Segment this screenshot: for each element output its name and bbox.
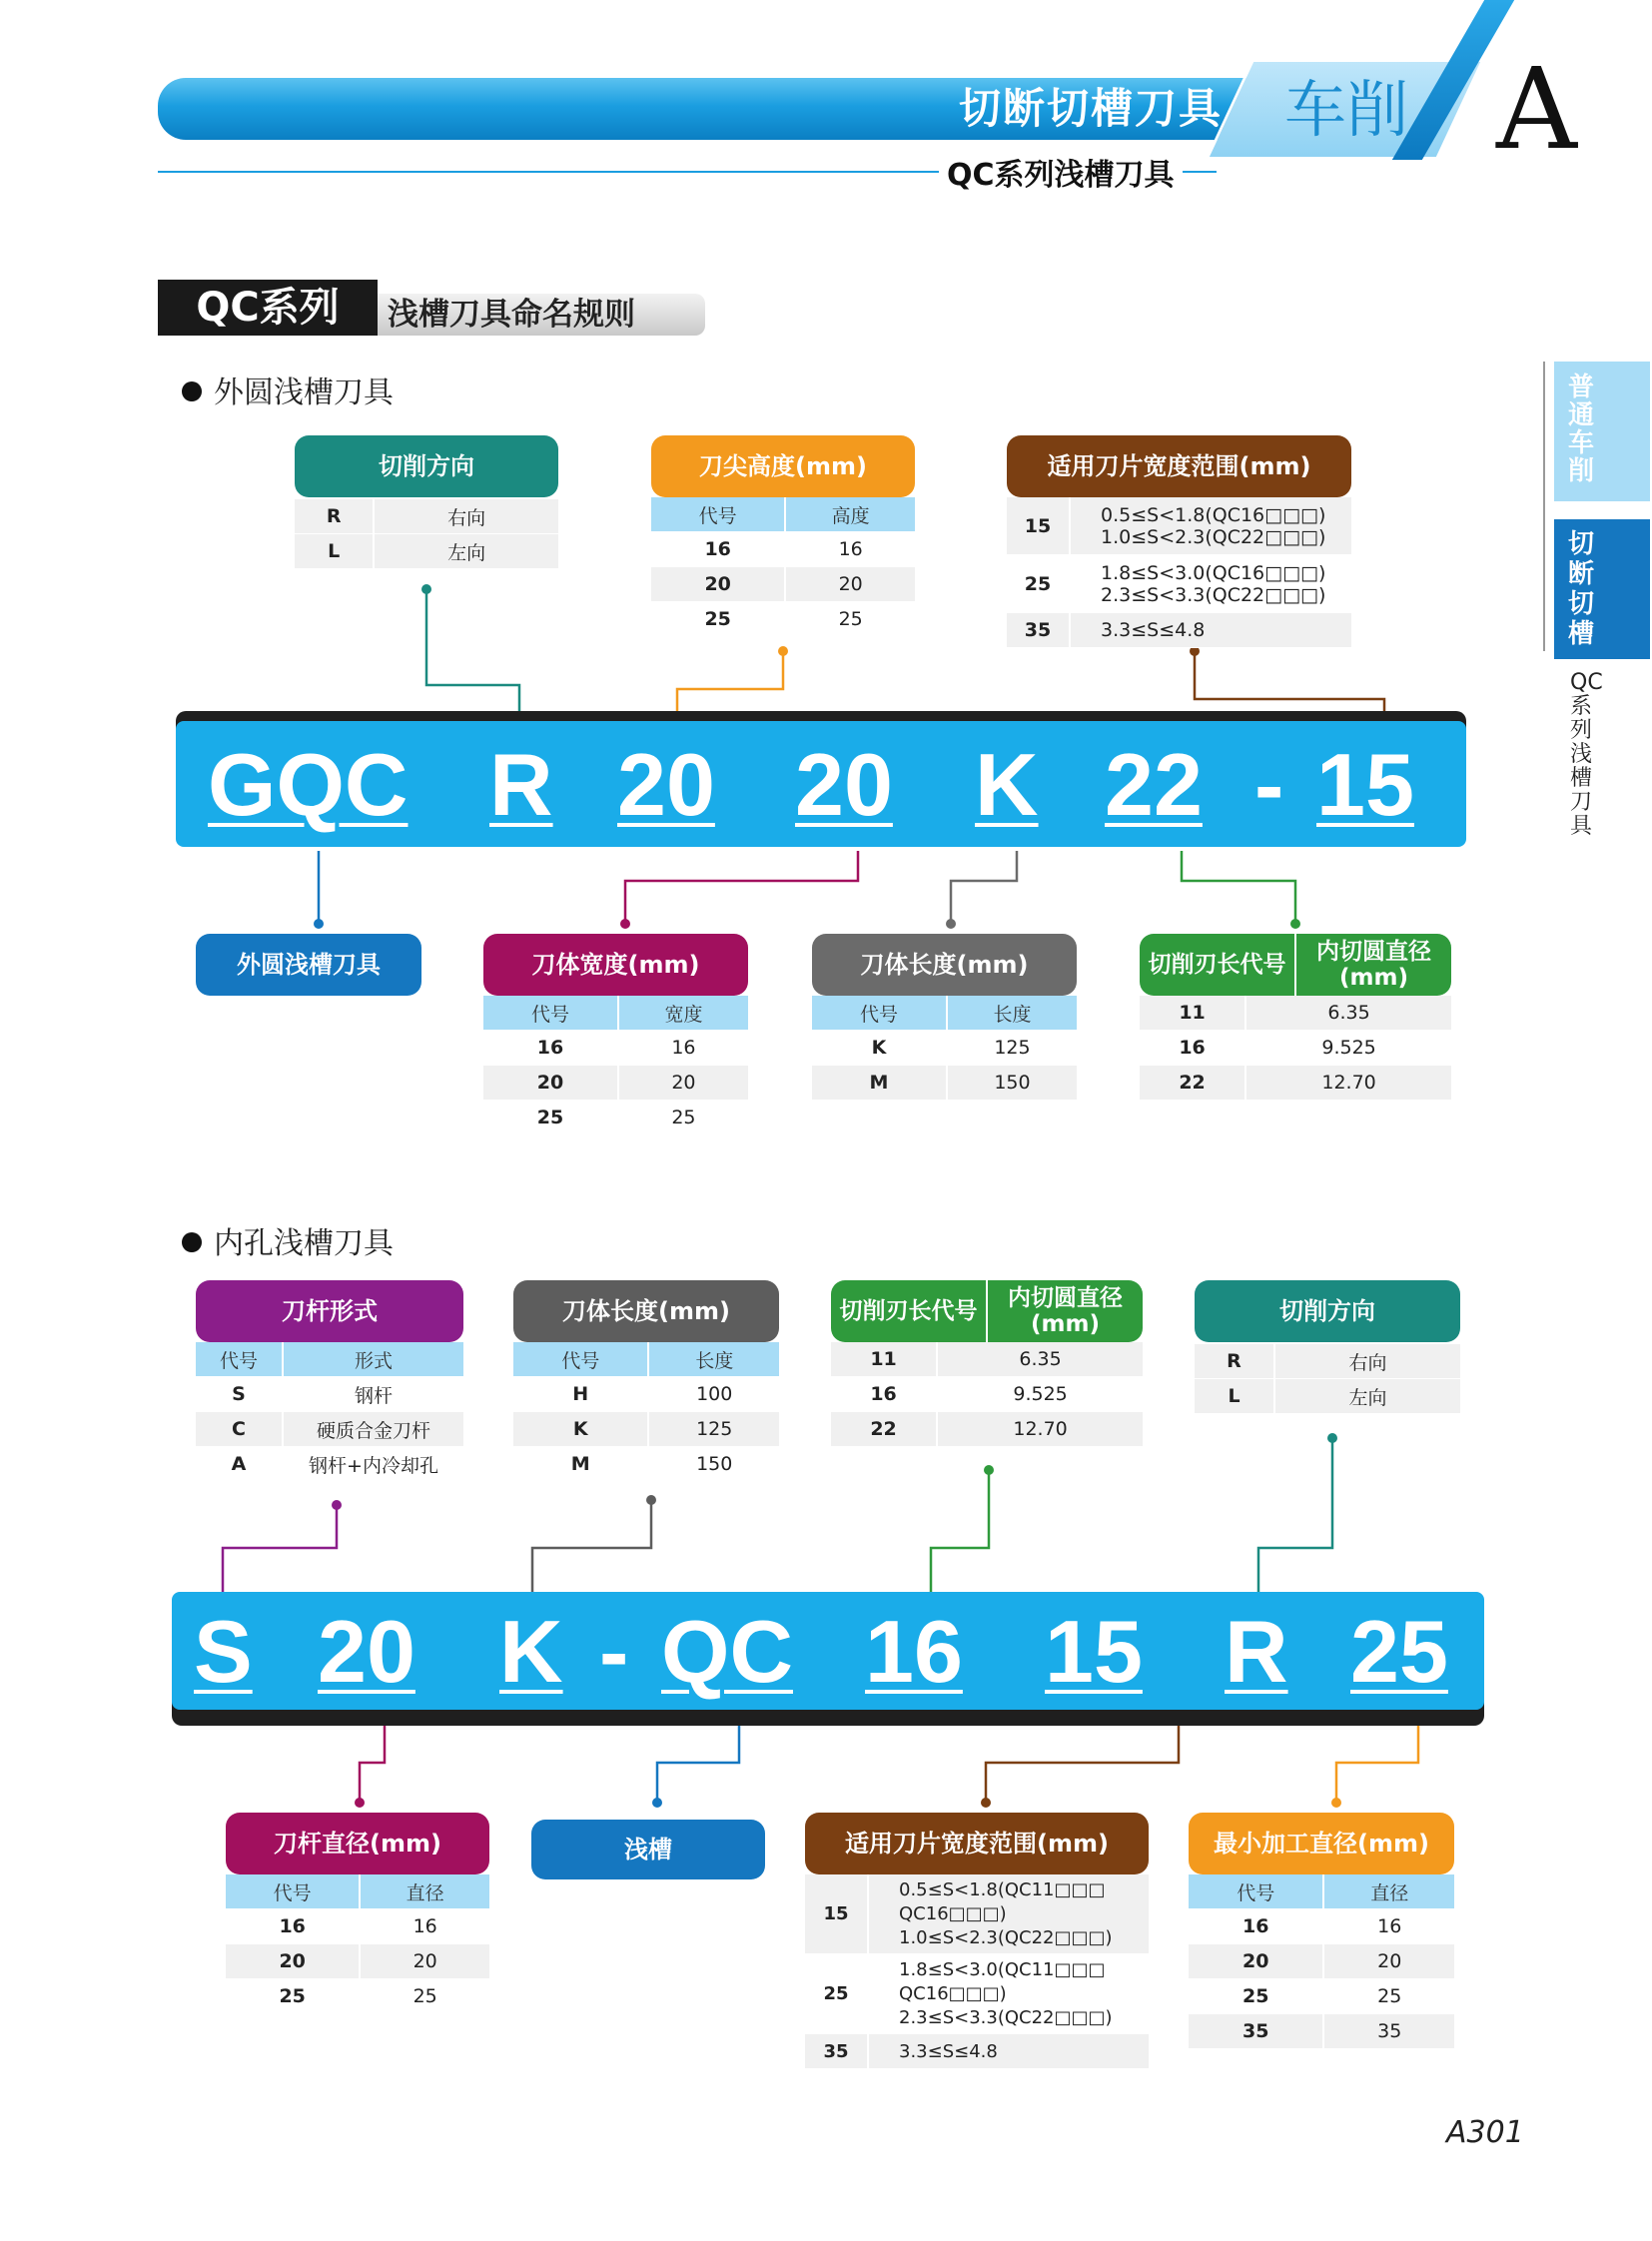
int-direction-title: 切削方向 xyxy=(1195,1280,1460,1342)
table-row: 22 12.70 xyxy=(1140,1066,1451,1101)
ext-body-length-title: 刀体长度(mm) xyxy=(812,934,1077,996)
table-row: 25 25 xyxy=(1189,1979,1454,2014)
table-header: 代号 宽度 xyxy=(483,996,748,1031)
int-body-length-title: 刀体长度(mm) xyxy=(513,1280,779,1342)
side-tab-label: 切断切槽 xyxy=(1568,529,1595,649)
table-row: 20 20 xyxy=(483,1066,748,1101)
int-code-min-dia: 25 xyxy=(1350,1602,1448,1701)
header-subtitle: QC系列浅槽刀具 xyxy=(939,150,1183,194)
int-insert-width-box xyxy=(805,1813,1149,2069)
int-code-shank: S xyxy=(194,1602,253,1701)
header-title: 切断切槽刀具 xyxy=(958,84,1223,133)
int-shank-title: 刀杆形式 xyxy=(196,1280,463,1342)
header-letter: A xyxy=(1496,45,1577,175)
ext-edge-title-code: 切削刃长代号 xyxy=(1140,934,1296,996)
external-heading xyxy=(182,368,394,411)
header-section: 车削 xyxy=(1283,73,1408,146)
ext-code-width: 20 xyxy=(795,735,893,834)
int-min-dia-title: 最小加工直径(mm) xyxy=(1189,1813,1454,1874)
table-row: 16 16 xyxy=(226,1909,489,1944)
ext-edge-box xyxy=(1140,934,1451,1101)
table-row: 22 12.70 xyxy=(831,1412,1143,1447)
bullet-icon xyxy=(182,1232,202,1252)
table-header: 代号 直径 xyxy=(1189,1874,1454,1909)
table-row: 25 1.8≤S<3.0(QC16□□□) 2.3≤S<3.3(QC22□□□) xyxy=(1007,555,1351,613)
side-vertical-label: QC系列浅槽刀具 xyxy=(1570,670,1603,839)
table-row: 16 9.525 xyxy=(1140,1031,1451,1066)
table-row: 35 3.3≤S≤4.8 xyxy=(1007,613,1351,648)
ext-tip-height-title: 刀尖高度(mm) xyxy=(651,435,915,497)
internal-heading-text: 内孔浅槽刀具 xyxy=(214,1226,394,1261)
int-code-length: K xyxy=(499,1602,563,1701)
table-row: 20 20 xyxy=(651,567,915,602)
int-code-dia: 20 xyxy=(318,1602,415,1701)
table-row: 25 25 xyxy=(651,602,915,637)
table-row: 16 9.525 xyxy=(831,1377,1143,1412)
int-code-shallow: QC xyxy=(661,1602,793,1701)
int-code-direction: R xyxy=(1225,1602,1288,1701)
ext-code-edge: 22 xyxy=(1105,735,1203,834)
ext-body-width-box xyxy=(483,934,748,1135)
table-row: A 钢杆+内冷却孔 xyxy=(196,1447,463,1482)
table-row: 16 16 xyxy=(1189,1909,1454,1944)
external-heading-text: 外圆浅槽刀具 xyxy=(214,375,394,410)
table-row: R 右向 xyxy=(295,499,558,534)
table-row: M 150 xyxy=(812,1066,1077,1101)
ext-direction-box xyxy=(295,435,558,569)
ext-insert-width-title: 适用刀片宽度范围(mm) xyxy=(1007,435,1351,497)
ext-code-gqc: GQC xyxy=(208,735,409,834)
table-row: 11 6.35 xyxy=(1140,996,1451,1031)
int-shank-dia-box xyxy=(226,1813,489,2014)
ext-code-direction: R xyxy=(489,735,553,834)
table-row: C 硬质合金刀杆 xyxy=(196,1412,463,1447)
table-header: 代号 高度 xyxy=(651,497,915,532)
side-tab-label: 普通车削 xyxy=(1568,373,1595,486)
ext-code-length: K xyxy=(975,735,1039,834)
section-series: QC系列 xyxy=(158,280,378,336)
ext-direction-title: 切削方向 xyxy=(295,435,558,497)
ext-edge-title-dia: 内切圆直径(mm) xyxy=(1296,934,1451,996)
side-tab-grooving[interactable] xyxy=(1554,519,1650,659)
table-header: 代号 长度 xyxy=(812,996,1077,1031)
int-direction-box xyxy=(1195,1280,1460,1414)
table-row: R 右向 xyxy=(1195,1344,1460,1379)
ext-type-label: 外圆浅槽刀具 xyxy=(196,934,421,996)
table-header: 代号 长度 xyxy=(513,1342,779,1377)
bullet-icon xyxy=(182,381,202,401)
table-row: 11 6.35 xyxy=(831,1342,1143,1377)
ext-insert-width-box xyxy=(1007,435,1351,648)
internal-heading xyxy=(182,1218,394,1262)
ext-tip-height-box xyxy=(651,435,915,637)
table-row: 15 0.5≤S<1.8(QC11□□□ QC16□□□) 1.0≤S<2.3(QC22□□□) xyxy=(805,1874,1149,1954)
table-row: 35 35 xyxy=(1189,2014,1454,2049)
int-shank-dia-title: 刀杆直径(mm) xyxy=(226,1813,489,1874)
int-code-dash: - xyxy=(599,1602,629,1701)
table-row: 35 3.3≤S≤4.8 xyxy=(805,2034,1149,2069)
int-code-edge: 16 xyxy=(865,1602,963,1701)
table-row: 25 25 xyxy=(483,1101,748,1135)
table-row: 16 16 xyxy=(483,1031,748,1066)
table-row: H 100 xyxy=(513,1377,779,1412)
table-row: K 125 xyxy=(812,1031,1077,1066)
table-row: 25 1.8≤S<3.0(QC11□□□ QC16□□□) 2.3≤S<3.3(QC22□□□) xyxy=(805,1954,1149,2034)
ext-code-dash: - xyxy=(1254,735,1284,834)
int-min-dia-box xyxy=(1189,1813,1454,2049)
ext-body-length-box xyxy=(812,934,1077,1101)
side-tab-general-turning[interactable] xyxy=(1554,362,1650,501)
table-row: L 左向 xyxy=(1195,1379,1460,1414)
page-number: A301 xyxy=(1446,2115,1524,2150)
table-row: 25 25 xyxy=(226,1979,489,2014)
ext-body-width-title: 刀体宽度(mm) xyxy=(483,934,748,996)
table-row: K 125 xyxy=(513,1412,779,1447)
int-shallow-label: 浅槽 xyxy=(531,1820,765,1879)
table-row: L 左向 xyxy=(295,534,558,569)
table-header: 代号 直径 xyxy=(226,1874,489,1909)
table-row: M 150 xyxy=(513,1447,779,1482)
int-edge-title-code: 切削刃长代号 xyxy=(831,1280,988,1342)
table-row: 16 16 xyxy=(651,532,915,567)
int-shank-box xyxy=(196,1280,463,1482)
ext-code-insert: 15 xyxy=(1316,735,1414,834)
int-edge-title-dia: 内切圆直径(mm) xyxy=(988,1280,1143,1342)
int-code-insert: 15 xyxy=(1045,1602,1143,1701)
table-row: 20 20 xyxy=(1189,1944,1454,1979)
int-insert-width-title: 适用刀片宽度范围(mm) xyxy=(805,1813,1149,1874)
table-row: 15 0.5≤S<1.8(QC16□□□) 1.0≤S<2.3(QC22□□□) xyxy=(1007,497,1351,555)
table-header: 代号 形式 xyxy=(196,1342,463,1377)
int-body-length-box xyxy=(513,1280,779,1482)
side-rule xyxy=(1543,362,1545,651)
ext-code-height: 20 xyxy=(617,735,715,834)
table-row: S 钢杆 xyxy=(196,1377,463,1412)
table-row: 20 20 xyxy=(226,1944,489,1979)
int-edge-box xyxy=(831,1280,1143,1447)
section-rule-title: 浅槽刀具命名规则 xyxy=(378,294,705,336)
